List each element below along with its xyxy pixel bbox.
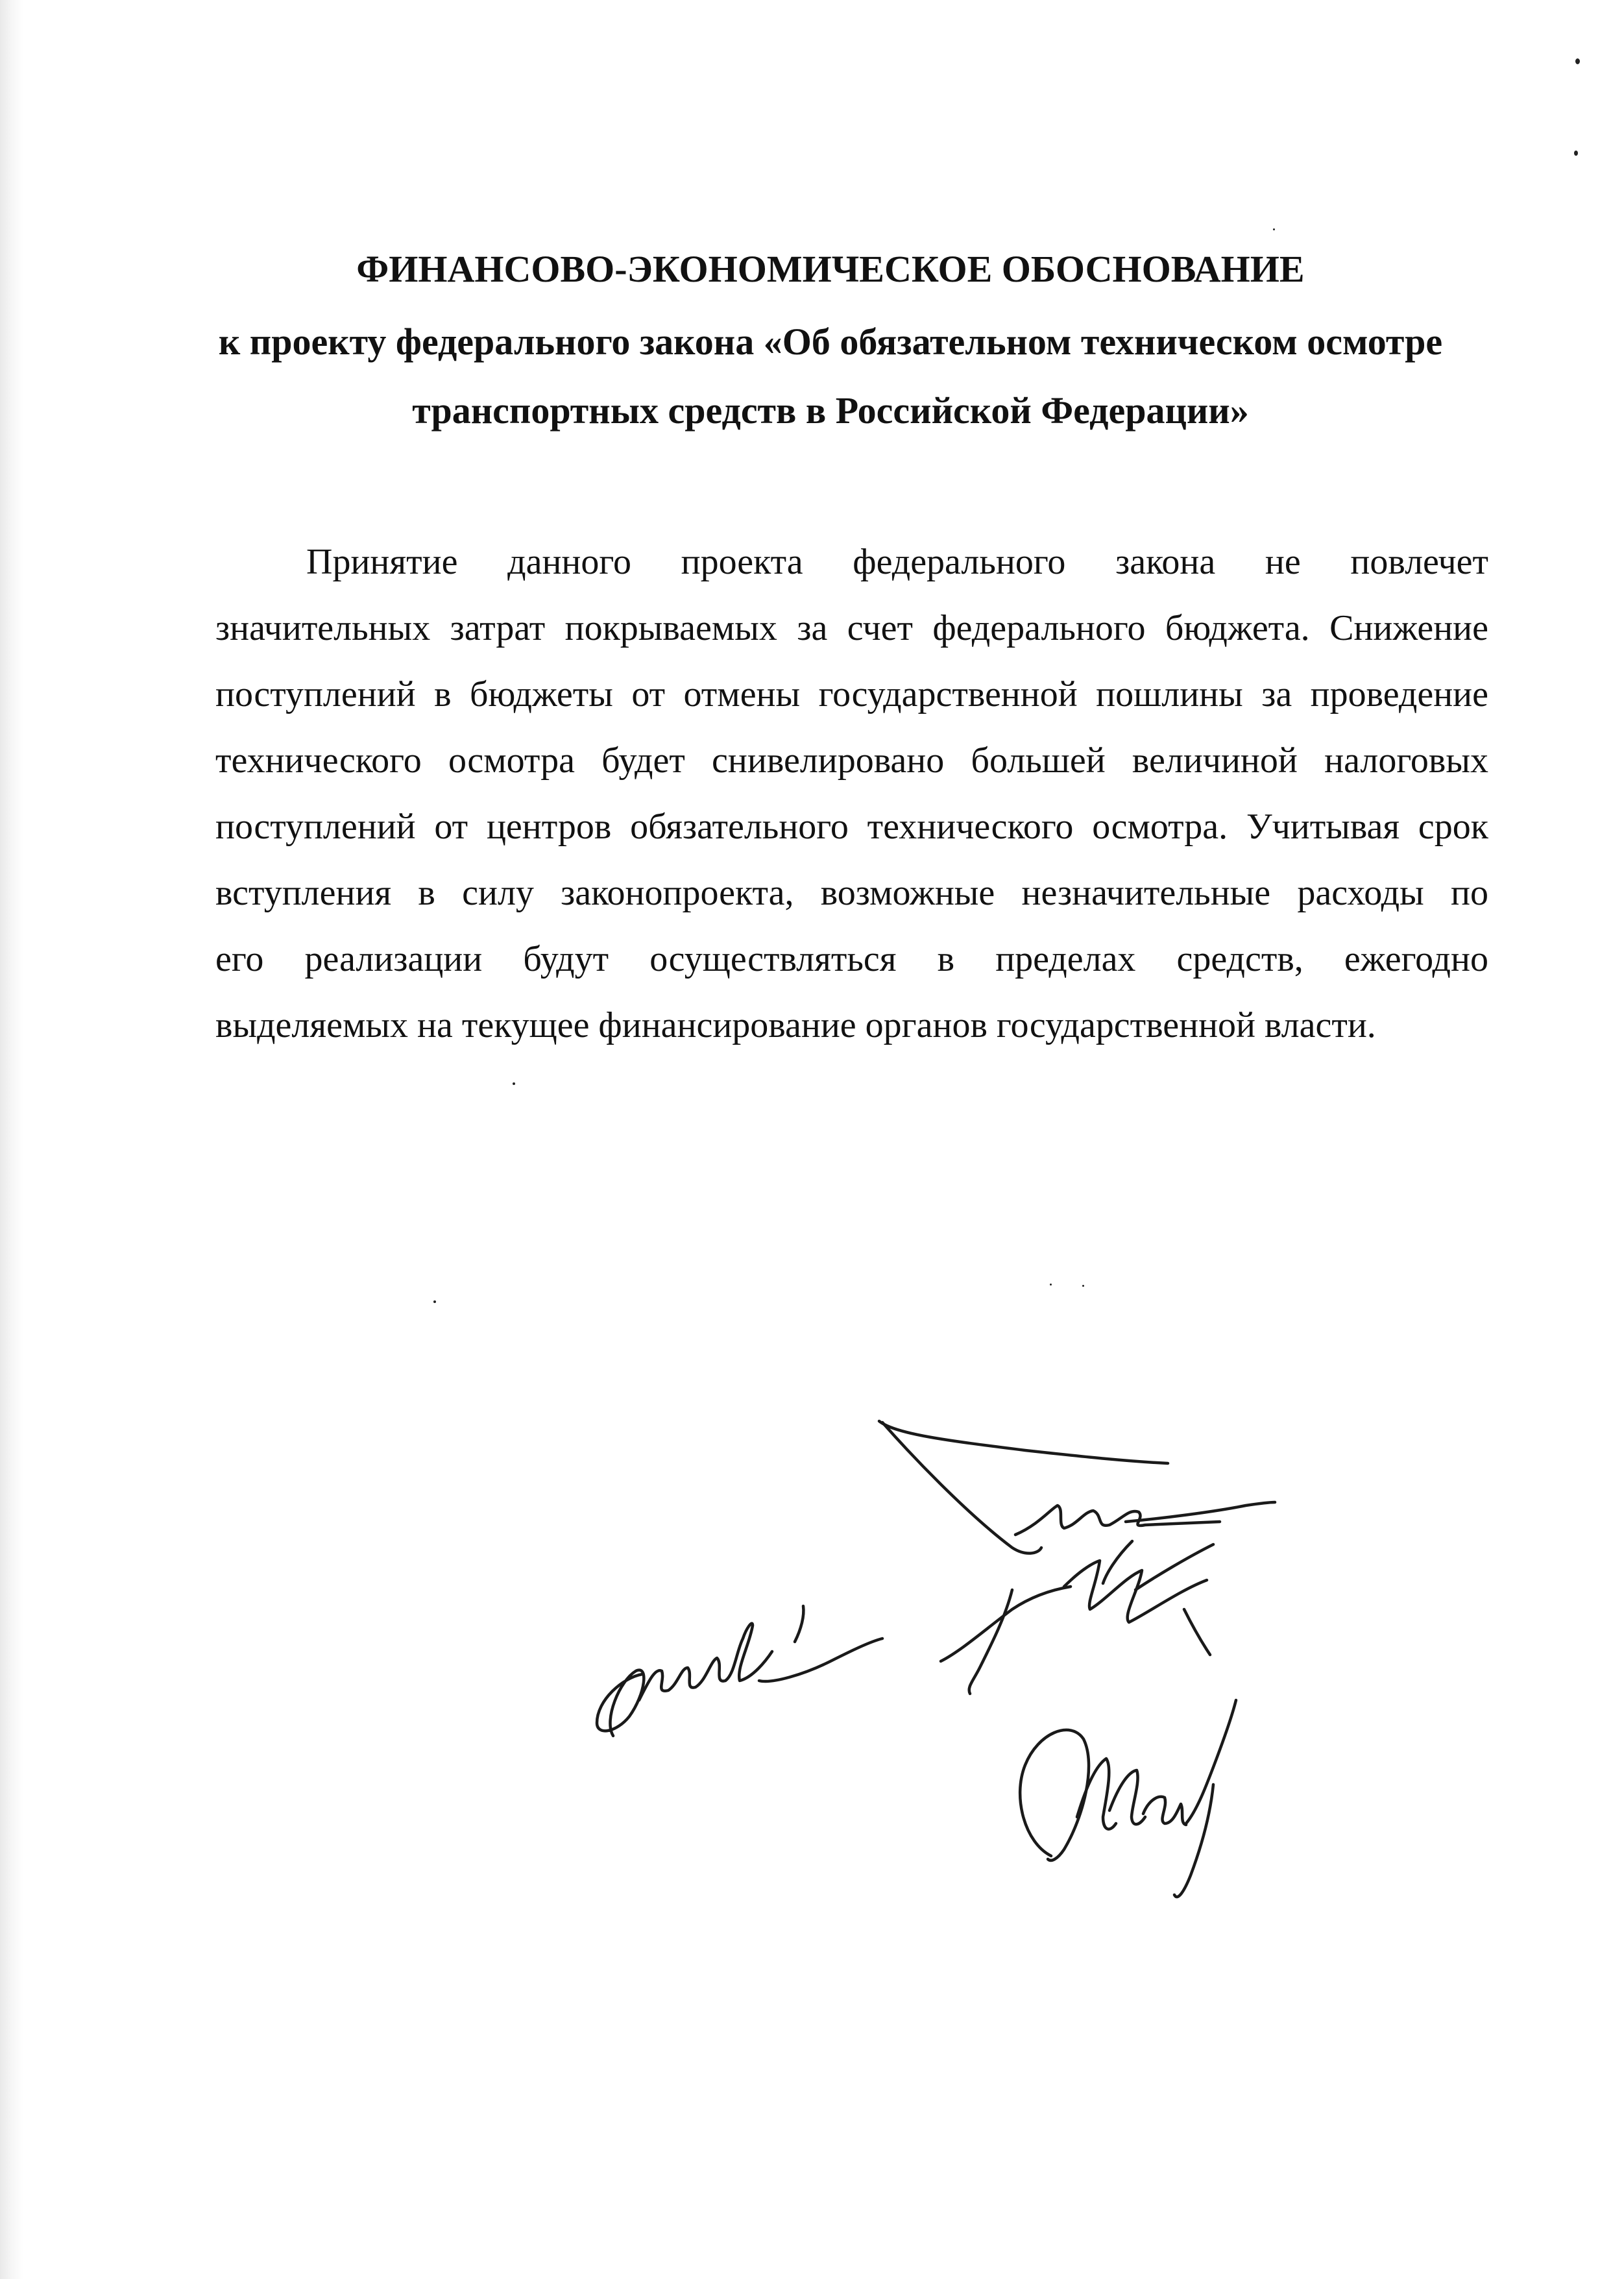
body-line: вступления в силу законопроекта, возможные незначительные расходы по <box>215 873 1488 913</box>
title-block <box>195 250 1466 430</box>
body-line: значительных затрат покрываемых за счет федерального бюджета. Снижение <box>215 608 1488 648</box>
scan-speck <box>1050 1284 1052 1286</box>
body-line: поступлений в бюджеты от отмены государственной пошлины за проведение <box>215 674 1488 714</box>
body-line: технического осмотра будет снивелировано большей величиной налоговых <box>215 740 1488 781</box>
scan-speck <box>1574 151 1578 156</box>
scan-edge <box>0 0 23 2279</box>
scan-speck <box>1082 1285 1084 1287</box>
document-subtitle-line-1: к проекту федерального закона «Об обязательном техническом осмотре <box>218 321 1443 363</box>
document-title: ФИНАНСОВО-ЭКОНОМИЧЕСКОЕ ОБОСНОВАНИЕ <box>356 248 1305 290</box>
body-line: Принятие данного проекта федерального закона не повлечет <box>306 542 1488 582</box>
body-paragraph <box>215 529 1488 1058</box>
document-subtitle-line-2: транспортных средств в Российской Федерации» <box>412 389 1249 432</box>
scan-speck <box>1575 58 1580 64</box>
body-line: выделяемых на текущее финансирование органов государственной власти. <box>215 1005 1376 1045</box>
scan-speck <box>513 1082 515 1085</box>
body-line: поступлений от центров обязательного технического осмотра. Учитывая срок <box>215 807 1488 847</box>
scan-speck <box>1273 228 1275 230</box>
signature-2 <box>597 1606 882 1736</box>
signature-3 <box>941 1544 1213 1694</box>
scan-speck <box>433 1300 436 1303</box>
signatures-area <box>558 1395 1401 2109</box>
body-line: его реализации будут осуществляться в пределах средств, ежегодно <box>215 939 1488 979</box>
signature-1 <box>879 1421 1275 1583</box>
signature-4 <box>1020 1700 1236 1897</box>
